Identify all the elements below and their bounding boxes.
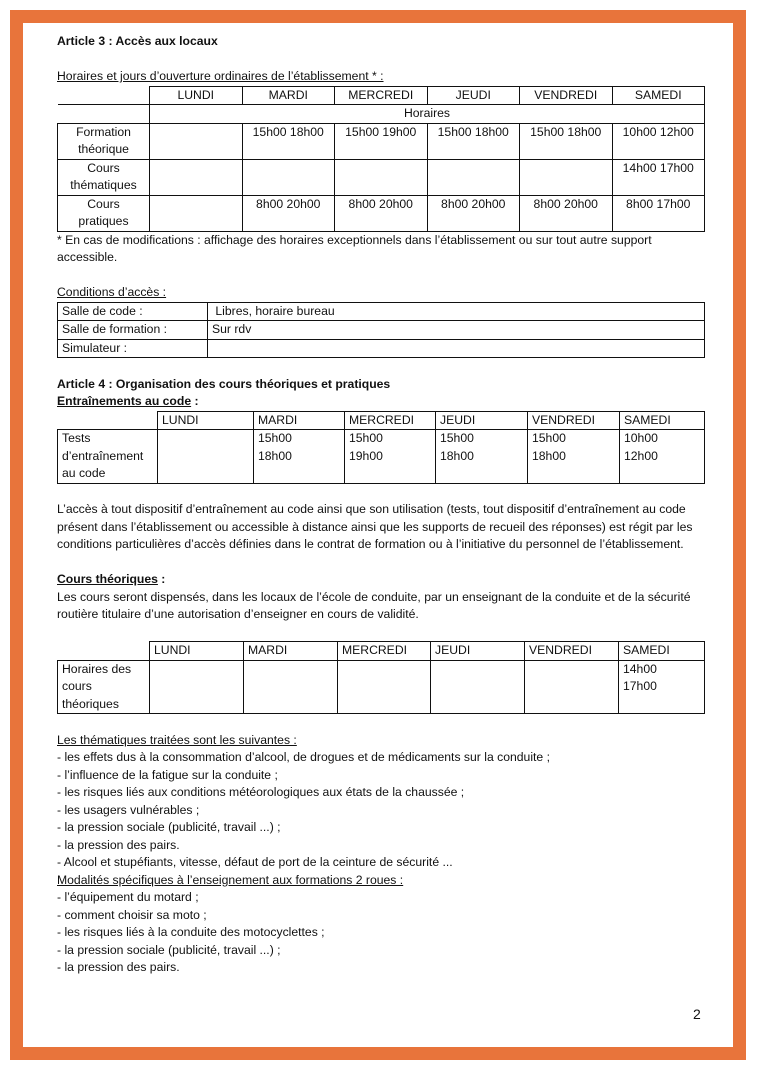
- horaires-subheader: Horaires: [150, 105, 705, 124]
- theory-courses-table: [57, 641, 705, 714]
- table-subheader-row: [58, 105, 705, 124]
- table-row: [58, 321, 705, 340]
- row-label: Tests d’entraînement au code: [58, 430, 158, 484]
- row-label: Formation théorique: [58, 123, 150, 159]
- row-label: Cours pratiques: [58, 195, 150, 231]
- list-item: - la pression des pairs.: [57, 837, 180, 852]
- opening-hours-table: [57, 86, 705, 232]
- conditions-heading: Conditions d’accès :: [57, 285, 167, 299]
- page-number: 2: [693, 1006, 701, 1022]
- day-header: VENDREDI: [528, 411, 620, 430]
- day-header: MARDI: [254, 411, 345, 430]
- day-header: JEUDI: [436, 411, 528, 430]
- list-item: - l’influence de la fatigue sur la conduite ;: [57, 767, 278, 782]
- code-paragraph: L’accès à tout dispositif d’entraînement au code ainsi que son utilisation (tests, tout dispositif d’entraînement au code présent dans l’établissement ou accessible à distance ainsi que les supports de recueil des réponses) est régit par les conditions particulières d’accès définies dans le contrat de formation ou à l’initiative du personnel de l’établissement.: [57, 502, 693, 551]
- condition-label: Salle de formation :: [58, 321, 208, 340]
- table-row: Formation théorique 15h00 18h00 15h00 19h00 15h00 18h00 15h00 18h00 10h00 12h00: [58, 123, 705, 159]
- table-row: Tests d’entraînement au code 15h00 18h00 15h00 19h00 15h00 18h00 15h00 18h00 10h00 12h00: [58, 430, 705, 484]
- theory-paragraph: Les cours seront dispensés, dans les locaux de l’école de conduite, par un enseignant de la conduite et de la sécurité routière titulaire d’une autorisation d’enseigner en cours de validité.: [57, 589, 691, 621]
- table-row: Horaires des cours théoriques 14h00 17h00: [58, 660, 705, 714]
- day-header: VENDREDI: [520, 86, 613, 105]
- day-header: SAMEDI: [619, 642, 705, 661]
- day-header: JEUDI: [427, 86, 520, 105]
- day-header: SAMEDI: [612, 86, 705, 105]
- day-header: LUNDI: [150, 86, 243, 105]
- document-page: Article 3 : Accès aux locaux Horaires et jours d’ouverture ordinaires de l’établissement * : LUNDI MARDI MERCREDI JEUDI VENDREDI SAMEDI Horaires Formation théorique 15h00 18h00 15h00 19h00 15h00 18h00 15h00 18h00 10h00 12h00 Cours thématiques 14h00 17h00 Cours pratiques 8h00 20h00 8h00 20h00 8h00 20h00 8h00 20h00 8h00 17h00 * En cas de modifications : affichage des horaires exceptionnels dans l’établissement ou sur tout autre support accessible. Conditions d’accès : Salle de code : Libres, horaire bureau Salle de formation : Sur rdv Simulateur : Article 4 : Organisation des cours théoriques et pratiques Entraînements au code : LUNDI MARDI MERCREDI JEUDI VENDREDI SAMEDI Tests d’entraînement au code 15h00 18h00 15h00 19h00 15h00 18h00 15h00 18h00 10h00 12h00 L’accès à tout dispositif d’entraînement au code ainsi que son utilisation (tests, tout dispositif d’entraînement au code présent dans l’établissement ou accessible à distance ainsi que les supports de recueil des réponses) est régit par les conditions particulières d’accès définies dans le contrat de formation ou à l’initiative du personnel de l’établissement. Cours théoriques : Les cours seront dispensés, dans les locaux de l’école de conduite, par un enseignant de la conduite et de la sécurité routière titulaire d’une autorisation d’enseigner en cours de validité. LUNDI MARDI MERCREDI JEUDI VENDREDI SAMEDI Horaires des cours théoriques 14h00 17h00 Les thématiques traitées sont les suivantes : - les effets dus à la consommation d’alcool, de drogues et de médicaments sur la conduite ; - l’influence de la fatigue sur la conduite ; - les risques liés aux conditions météorologiques aux états de la chaussée ; - les usagers vulnérables ; - la pression sociale (publicité, travail ...) ; - la pression des pairs. - Alcool et stupéfiants, vitesse, défaut de port de la ceinture de sécurité ... Modalités spécifiques à l’enseignement aux formations 2 roues : - l’équipement du motard ; - comment choisir sa moto ; - les risques liés à la conduite des motocyclettes ; - la pression sociale (publicité, travail ...) ; - la pression des pairs.: [57, 33, 707, 977]
- day-header: MARDI: [242, 86, 335, 105]
- table-header-row: [58, 86, 705, 105]
- list-item: - les effets dus à la consommation d’alcool, de drogues et de médicaments sur la conduite ;: [57, 750, 550, 764]
- list-item: - l’équipement du motard ;: [57, 890, 199, 904]
- article-3-title: Article 3 : Accès aux locaux: [57, 34, 218, 48]
- day-header: MERCREDI: [345, 411, 436, 430]
- condition-label: Salle de code :: [58, 302, 208, 321]
- code-training-table: [57, 411, 705, 484]
- day-header: JEUDI: [431, 642, 525, 661]
- list-item: - la pression sociale (publicité, travail ...) ;: [57, 942, 281, 957]
- row-label: Horaires des cours théoriques: [58, 660, 150, 714]
- article-4-title: Article 4 : Organisation des cours théoriques et pratiques: [57, 376, 391, 391]
- table-row: Cours thématiques 14h00 17h00: [58, 159, 705, 195]
- footnote: * En cas de modifications : affichage des horaires exceptionnels dans l’établissement ou sur tout autre support accessible.: [57, 232, 652, 264]
- theory-heading: Cours théoriques: [57, 572, 158, 586]
- opening-hours-heading: Horaires et jours d’ouverture ordinaires de l’établissement * :: [57, 69, 384, 83]
- day-header: LUNDI: [150, 642, 244, 661]
- list-item: - les usagers vulnérables ;: [57, 802, 200, 817]
- row-label: Cours thématiques: [58, 159, 150, 195]
- list-item: - les risques liés aux conditions météorologiques aux états de la chaussée ;: [57, 785, 465, 799]
- day-header: MARDI: [244, 642, 338, 661]
- day-header: VENDREDI: [525, 642, 619, 661]
- table-row: Cours pratiques 8h00 20h00 8h00 20h00 8h00 20h00 8h00 20h00 8h00 17h00: [58, 195, 705, 231]
- list-item: - comment choisir sa moto ;: [57, 907, 207, 922]
- table-header-row: [58, 411, 705, 430]
- day-header: MERCREDI: [335, 86, 428, 105]
- condition-value: Sur rdv: [208, 321, 705, 340]
- themes-heading: Les thématiques traitées sont les suivantes :: [57, 732, 297, 747]
- condition-value: [208, 339, 705, 358]
- table-row: [58, 302, 705, 321]
- list-item: - la pression sociale (publicité, travail ...) ;: [57, 820, 281, 834]
- day-header: SAMEDI: [620, 411, 705, 430]
- moto-heading: Modalités spécifiques à l’enseignement aux formations 2 roues :: [57, 872, 404, 887]
- table-header-row: [58, 642, 705, 661]
- day-header: LUNDI: [158, 411, 254, 430]
- conditions-table: [57, 302, 705, 359]
- list-item: - les risques liés à la conduite des motocyclettes ;: [57, 925, 325, 939]
- table-row: [58, 339, 705, 358]
- code-training-heading: Entraînements au code: [57, 394, 192, 408]
- list-item: - la pression des pairs.: [57, 960, 180, 974]
- condition-value: Libres, horaire bureau: [208, 302, 705, 321]
- day-header: MERCREDI: [338, 642, 431, 661]
- condition-label: Simulateur :: [58, 339, 208, 358]
- list-item: - Alcool et stupéfiants, vitesse, défaut de port de la ceinture de sécurité ...: [57, 855, 453, 869]
